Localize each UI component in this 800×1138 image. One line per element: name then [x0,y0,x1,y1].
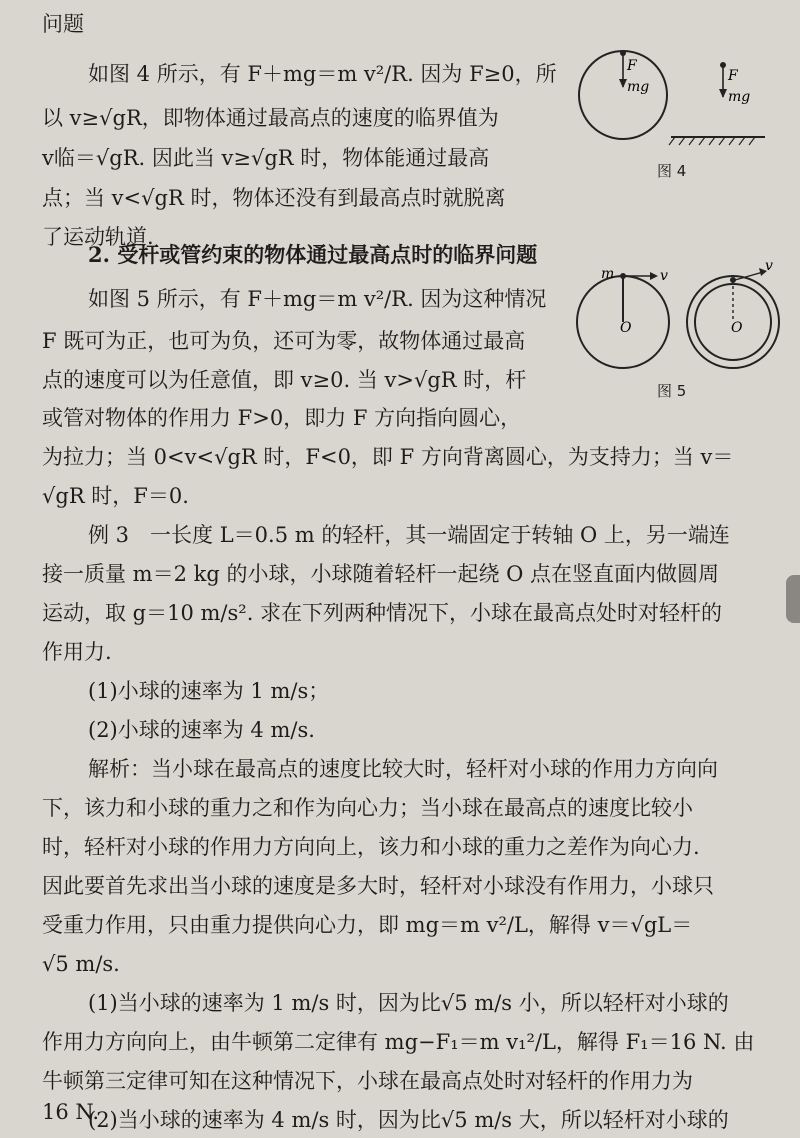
figure-4 [575,25,775,155]
text-line: 点；当 v<√gR 时，物体还没有到最高点时就脱离 [42,186,506,210]
page-edge-tab [786,575,800,623]
figure-5-caption: 图 5 [657,382,687,400]
text-line: 接一质量 m＝2 kg 的小球，小球随着轻杆一起绕 O 点在竖直面内做圆周 [42,562,720,586]
text-line: 受重力作用，只由重力提供向心力，即 mg＝m v²/L，解得 v＝√gL＝ [42,913,693,937]
force-mg-label: mg [627,79,650,95]
text-line: 为拉力；当 0<v<√gR 时，F<0，即 F 方向背离圆心，为支持力；当 v＝ [42,445,734,469]
force-F-label: F [627,58,637,74]
text-line: 点的速度可以为任意值，即 v≥0. 当 v>√gR 时，杆 [42,368,527,392]
force-mg-label: mg [728,89,751,105]
text-line: 以 v≥√gR，即物体通过最高点的速度的临界值为 [42,106,499,130]
figure-5 [565,260,785,380]
force-F-label: F [728,68,738,84]
text-line: 运动，取 g＝10 m/s². 求在下列两种情况下，小球在最高点处时对轻杆的 [42,601,723,625]
text-line: F 既可为正，也可为负，还可为零，故物体通过最高 [42,329,526,353]
text-line: v临＝√gR. 因此当 v≥√gR 时，物体能通过最高 [42,146,490,170]
text-line: 或管对物体的作用力 F>0，即力 F 方向指向圆心， [42,406,522,430]
velocity-v-label: v [765,260,773,274]
text-line: (1)当小球的速率为 1 m/s 时，因为比√5 m/s 小，所以轻杆对小球的 [88,991,729,1015]
velocity-v-label: v [660,268,668,284]
text-line: √5 m/s. [42,952,120,976]
text-line: 作用力. [42,640,112,664]
text-line: 因此要首先求出当小球的速度是多大时，轻杆对小球没有作用力，小球只 [42,874,714,898]
text-line: 牛顿第三定律可知在这种情况下，小球在最高点处时对轻杆的作用力为 [42,1069,693,1093]
text-line: 作用力方向向上，由牛顿第二定律有 mg−F₁＝m v₁²/L，解得 F₁＝16 N. 由 [42,1030,755,1054]
text-line: √gR 时，F＝0. [42,484,189,508]
text-line: 时，轻杆对小球的作用力方向向上，该力和小球的重力之差作为向心力. [42,835,700,859]
section-heading: 2. 受杆或管约束的物体通过最高点时的临界问题 [88,242,538,267]
text-line: (2)小球的速率为 4 m/s. [88,718,315,742]
text-line: 下，该力和小球的重力之和作为向心力；当小球在最高点的速度比较小 [42,796,693,820]
text-line: 如图 4 所示，有 F＋mg＝m v²/R. 因为 F≥0，所 [88,62,557,86]
center-O-label: O [731,320,743,336]
mass-m-label: m [601,266,615,282]
text-line: 了运动轨道. [42,225,154,249]
text-line: (1)小球的速率为 1 m/s； [88,679,330,703]
example-heading-line: 例 3 一长度 L＝0.5 m 的轻杆，其一端固定于转轴 O 上，另一端连 [88,523,730,547]
text-line: (2)当小球的速率为 4 m/s 时，因为比√5 m/s 大，所以轻杆对小球的 [88,1108,729,1132]
center-O-label: O [620,320,632,336]
solution-line: 解析：当小球在最高点的速度比较大时，轻杆对小球的作用力方向向 [88,757,718,781]
text-line: 问题 [42,12,84,36]
figure-4-caption: 图 4 [657,162,687,180]
text-line: 16 N. [42,1100,100,1124]
text-line: 如图 5 所示，有 F＋mg＝m v²/R. 因为这种情况 [88,287,547,311]
